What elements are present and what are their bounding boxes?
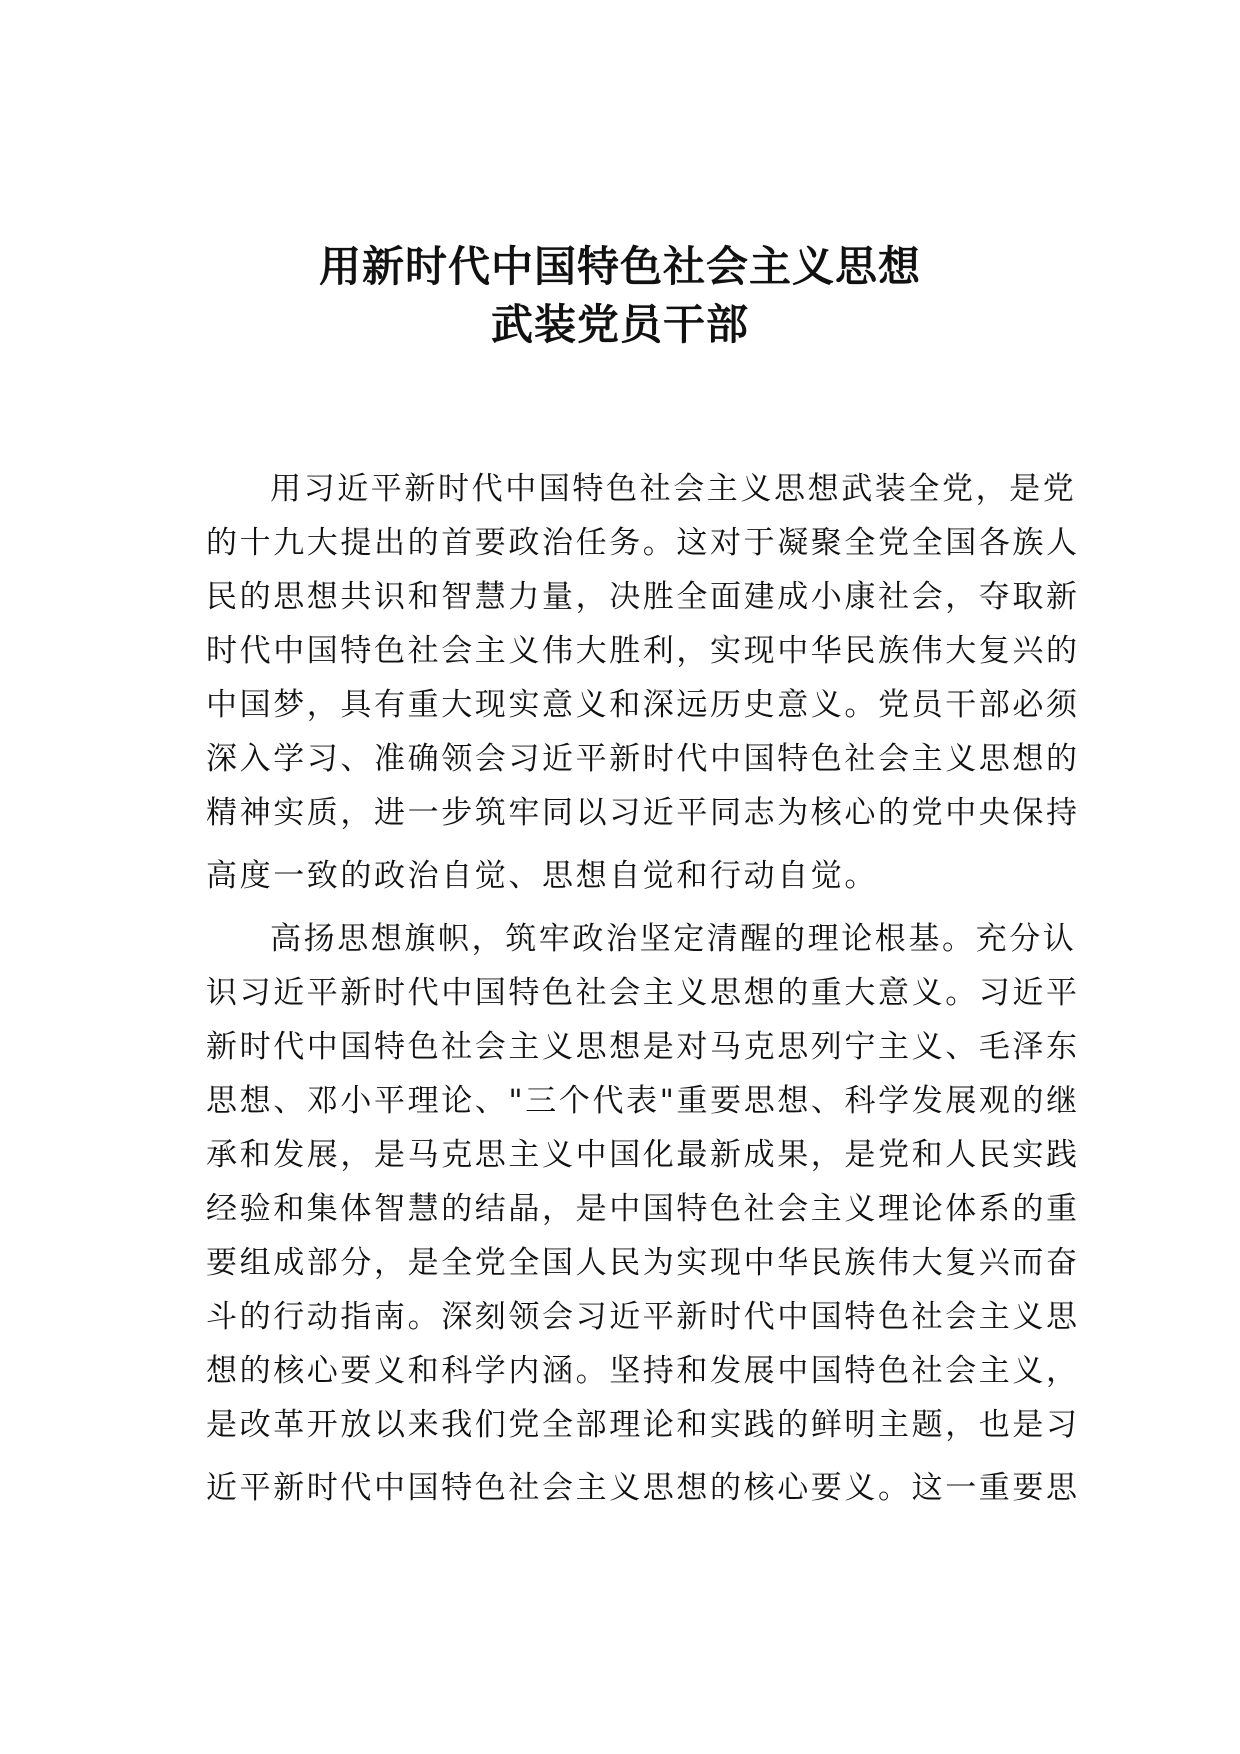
- text-line: 时代中国特色社会主义伟大胜利，实现中华民族伟大复兴的: [206, 633, 1080, 669]
- document-title: [0, 238, 1240, 354]
- text-line: 新时代中国特色社会主义思想是对马克思列宁主义、毛泽东: [206, 1029, 1080, 1065]
- text-line: 要组成部分，是全党全国人民为实现中华民族伟大复兴而奋: [206, 1245, 1080, 1281]
- text-line: 经验和集体智慧的结晶，是中国特色社会主义理论体系的重: [206, 1191, 1080, 1227]
- text-line: 思想、邓小平理论、"三个代表"重要思想、科学发展观的继: [206, 1083, 1080, 1119]
- title-line: 武装党员干部: [490, 300, 749, 349]
- text-line: 承和发展，是马克思主义中国化最新成果，是党和人民实践: [206, 1137, 1080, 1173]
- text-line: 精神实质，进一步筑牢同以习近平同志为核心的党中央保持: [206, 795, 1080, 831]
- text-line: 识习近平新时代中国特色社会主义思想的重大意义。习近平: [206, 975, 1080, 1011]
- paragraph: [206, 912, 1080, 1515]
- text-line: 深入学习、准确领会习近平新时代中国特色社会主义思想的: [206, 741, 1080, 777]
- text-line: 民的思想共识和智慧力量，决胜全面建成小康社会，夺取新: [206, 579, 1080, 615]
- text-line: 近平新时代中国特色社会主义思想的核心要义。这一重要思: [206, 1470, 1080, 1506]
- paragraph: [206, 462, 1080, 903]
- text-line: 用习近平新时代中国特色社会主义思想武装全党，是党: [270, 471, 1077, 507]
- text-line: 中国梦，具有重大现实意义和深远历史意义。党员干部必须: [206, 687, 1080, 723]
- text-line: 高扬思想旗帜，筑牢政治坚定清醒的理论根基。充分认: [270, 921, 1077, 957]
- text-line: 高度一致的政治自觉、思想自觉和行动自觉。: [206, 858, 878, 894]
- text-line: 斗的行动指南。深刻领会习近平新时代中国特色社会主义思: [206, 1299, 1080, 1335]
- title-line: 用新时代中国特色社会主义思想: [318, 242, 921, 291]
- text-line: 的十九大提出的首要政治任务。这对于凝聚全党全国各族人: [206, 525, 1080, 561]
- document-body: [206, 462, 1080, 1515]
- text-line: 想的核心要义和科学内涵。坚持和发展中国特色社会主义，: [206, 1353, 1080, 1389]
- text-line: 是改革开放以来我们党全部理论和实践的鲜明主题，也是习: [206, 1407, 1080, 1443]
